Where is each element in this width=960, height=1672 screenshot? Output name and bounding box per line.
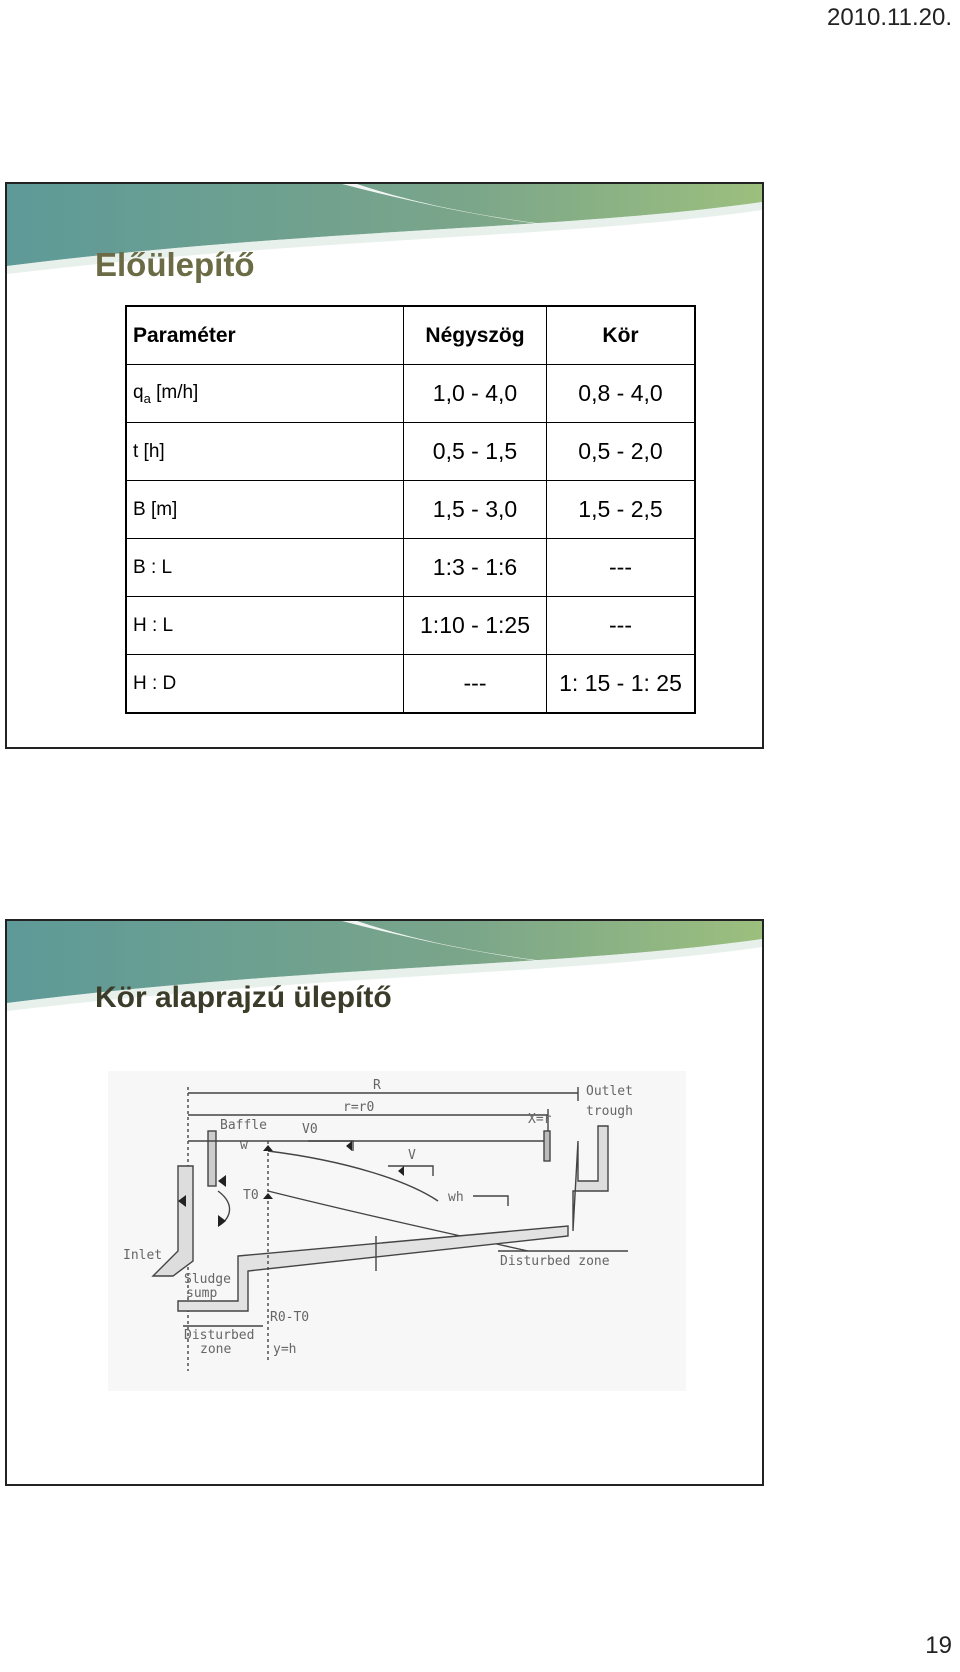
table-row	[126, 423, 695, 481]
circle-cell: ---	[547, 539, 696, 597]
label-baffle: Baffle	[220, 1118, 267, 1133]
label-sludge: Sludge	[184, 1272, 231, 1287]
header-date: 2010.11.20.	[826, 4, 952, 31]
circle-cell: 1,5 - 2,5	[547, 481, 696, 539]
table-row	[126, 597, 695, 655]
label-inlet: Inlet	[123, 1248, 163, 1263]
label-zone: zone	[200, 1342, 232, 1357]
param-cell: B [m]	[126, 481, 404, 539]
slide-eloulepito	[5, 182, 764, 749]
parameter-table	[125, 305, 696, 714]
circle-cell: 1: 15 - 1: 25	[547, 655, 696, 714]
circle-cell: 0,8 - 4,0	[547, 365, 696, 423]
square-cell: 1,5 - 3,0	[404, 481, 547, 539]
clarifier-diagram	[108, 1071, 686, 1391]
slide-title: Kör alaprajzú ülepítő	[95, 981, 392, 1014]
page-number: 19	[925, 1632, 952, 1659]
label-sump: sump	[186, 1286, 218, 1301]
square-cell: 1,0 - 4,0	[404, 365, 547, 423]
param-cell: B : L	[126, 539, 404, 597]
label-r: R	[373, 1078, 381, 1093]
square-cell: 1:3 - 1:6	[404, 539, 547, 597]
circle-cell: 0,5 - 2,0	[547, 423, 696, 481]
label-x-eq-r: X=r	[528, 1112, 552, 1127]
label-trough: trough	[586, 1104, 633, 1119]
slide-title: Előülepítő	[95, 246, 255, 283]
label-t0: T0	[243, 1188, 259, 1203]
table-header-row	[126, 306, 695, 365]
label-v0: V0	[302, 1122, 318, 1137]
label-r0-t0: R0-T0	[270, 1310, 310, 1325]
param-cell: H : L	[126, 597, 404, 655]
square-cell: ---	[404, 655, 547, 714]
param-cell: $q_a$ [m/h]	[126, 365, 404, 423]
table-row	[126, 481, 695, 539]
header-parameter: Paraméter	[133, 323, 236, 347]
label-disturbed: Disturbed	[184, 1328, 255, 1343]
param-cell: t [h]	[126, 423, 404, 481]
label-disturbed-zone-right: Disturbed zone	[500, 1254, 610, 1269]
label-wh: wh	[448, 1190, 464, 1205]
header-square: Négyszög	[404, 306, 547, 365]
label-y-eq-h: y=h	[273, 1342, 297, 1357]
label-outlet: Outlet	[586, 1084, 633, 1099]
table-row	[126, 655, 695, 714]
square-cell: 0,5 - 1,5	[404, 423, 547, 481]
table-row	[126, 539, 695, 597]
label-v: V	[408, 1148, 416, 1163]
square-cell: 1:10 - 1:25	[404, 597, 547, 655]
param-cell: H : D	[126, 655, 404, 714]
circle-cell: ---	[547, 597, 696, 655]
label-w: w	[240, 1138, 248, 1153]
table-row	[126, 365, 695, 423]
slide-circular-clarifier	[5, 919, 764, 1486]
header-circle: Kör	[547, 306, 696, 365]
label-r-eq-r0: r=r0	[343, 1100, 375, 1115]
